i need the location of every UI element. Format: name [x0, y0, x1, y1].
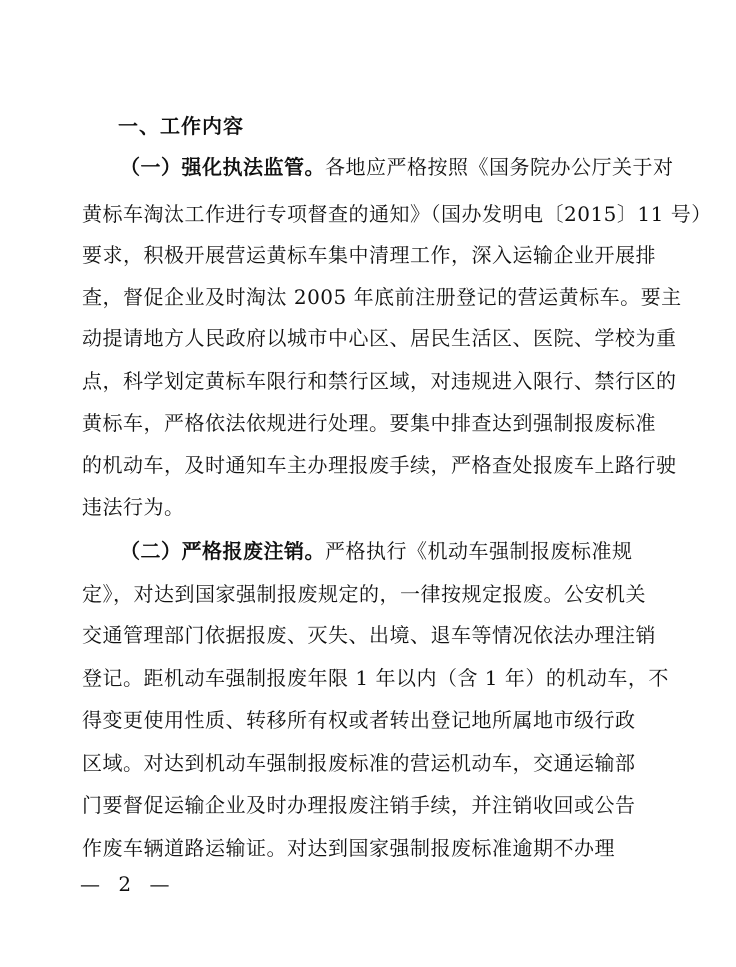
paragraph-line: 违法行为。 [82, 495, 185, 519]
paragraph-line: 交通管理部门依据报废、灭失、出境、退车等情况依法办理注销 [82, 623, 656, 647]
line-text: 各地应严格按照《国务院办公厅关于对 [325, 155, 674, 179]
paragraph-line: 定》，对达到国家强制报废规定的，一律按规定报废。公安机关 [82, 582, 646, 606]
paragraph-line [120, 152, 674, 182]
paragraph-line: 作废车辆道路运输证。对达到国家强制报废标准逾期不办理 [82, 836, 615, 860]
paragraph-line: 要求，积极开展营运黄标车集中清理工作，深入运输企业开展排 [82, 243, 656, 267]
paragraph-line: 点，科学划定黄标车限行和禁行区域，对违规进入限行、禁行区的 [82, 369, 677, 393]
paragraph-line: 得变更使用性质、转移所有权或者转出登记地所属地市级行政 [82, 708, 636, 732]
page-number: — 2 — [80, 872, 176, 896]
subsection-title: （一）强化执法监管。 [120, 155, 325, 179]
paragraph-line: 门要督促运输企业及时办理报废注销手续，并注销收回或公告 [82, 793, 636, 817]
paragraph-line: 查，督促企业及时淘汰 2005 年底前注册登记的营运黄标车。要主 [82, 285, 682, 309]
paragraph-line: 登记。距机动车强制报废年限 1 年以内（含 1 年）的机动车，不 [82, 666, 669, 690]
paragraph-line: 区域。对达到机动车强制报废标准的营运机动车，交通运输部 [82, 751, 636, 775]
paragraph-line: 黄标车淘汰工作进行专项督查的通知》（国办发明电〔2015〕11 号） [82, 202, 712, 226]
paragraph-line [120, 536, 633, 566]
section-heading: 一、工作内容 [118, 114, 244, 138]
paragraph-line: 黄标车，严格依法依规进行处理。要集中排查达到强制报废标准 [82, 411, 656, 435]
line-text: 严格执行《机动车强制报废标准规 [325, 539, 633, 563]
subsection-title: （二）严格报废注销。 [120, 539, 325, 563]
paragraph-line: 的机动车，及时通知车主办理报废手续，严格查处报废车上路行驶 [82, 453, 677, 477]
paragraph-line: 动提请地方人民政府以城市中心区、居民生活区、医院、学校为重 [82, 326, 677, 350]
